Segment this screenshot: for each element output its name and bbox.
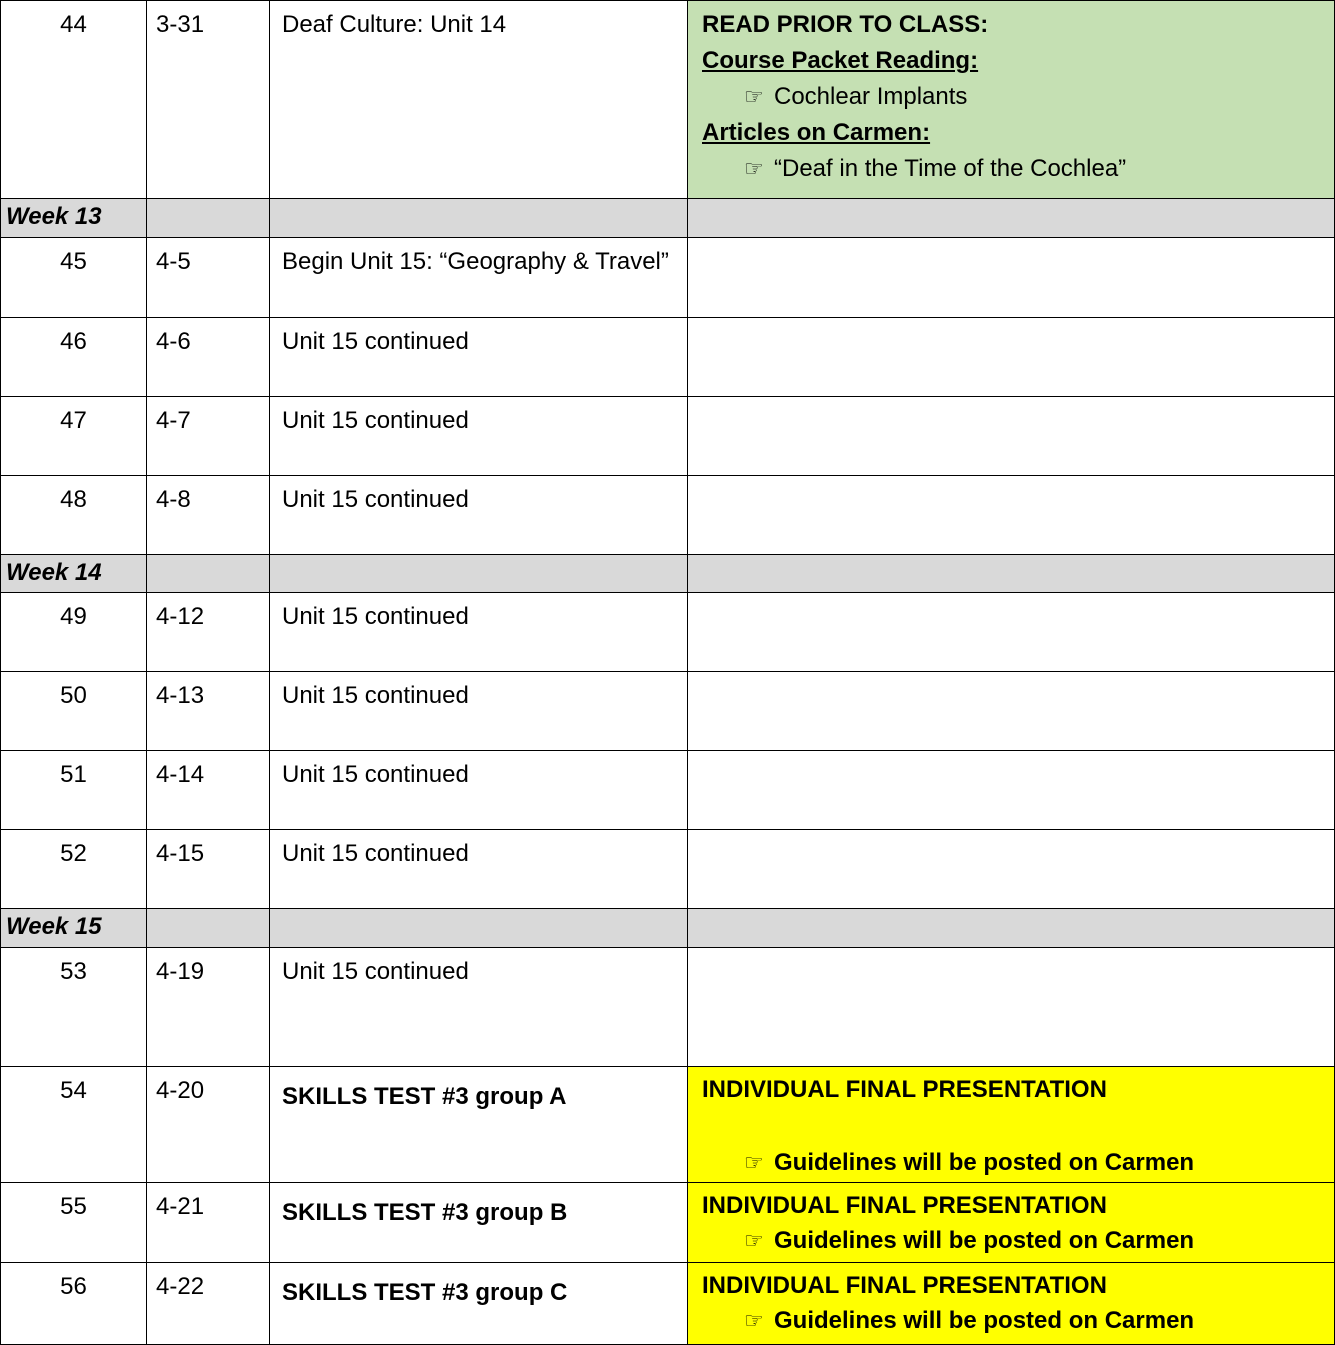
week-row	[1, 199, 1335, 238]
guideline-item	[702, 1145, 1334, 1181]
packet-reading-title: Cochlear Implants	[774, 83, 968, 110]
class-topic: Begin Unit 15: “Geography & Travel”	[270, 238, 688, 318]
class-number: 44	[1, 1, 147, 199]
week-cell	[270, 909, 688, 948]
table-row	[1, 1183, 1335, 1263]
notes-cell	[688, 830, 1335, 909]
class-date: 4-8	[147, 476, 270, 555]
table-row	[1, 672, 1335, 751]
week-cell	[147, 199, 270, 238]
class-topic: Unit 15 continued	[270, 318, 688, 397]
table-row	[1, 1, 1335, 199]
article-item	[702, 151, 1334, 187]
notes-cell	[688, 593, 1335, 672]
pointing-hand-icon: ☞	[744, 1150, 764, 1175]
notes-cell	[688, 476, 1335, 555]
table-row	[1, 593, 1335, 672]
class-date: 3-31	[147, 1, 270, 199]
class-topic: Unit 15 continued	[270, 672, 688, 751]
class-date: 4-19	[147, 948, 270, 1067]
table-row	[1, 948, 1335, 1067]
table-row	[1, 751, 1335, 830]
class-date: 4-13	[147, 672, 270, 751]
class-number: 51	[1, 751, 147, 830]
reading-assignment	[688, 1, 1335, 199]
week-label: Week 14	[1, 555, 147, 593]
week-cell	[270, 555, 688, 593]
class-topic: Unit 15 continued	[270, 397, 688, 476]
week-row	[1, 555, 1335, 593]
class-date: 4-15	[147, 830, 270, 909]
week-cell	[147, 555, 270, 593]
class-topic: Deaf Culture: Unit 14	[270, 1, 688, 199]
week-cell	[688, 555, 1335, 593]
article-title: “Deaf in the Time of the Cochlea”	[774, 155, 1127, 182]
pointing-hand-icon: ☞	[744, 1228, 764, 1253]
notes-cell	[688, 318, 1335, 397]
week-label: Week 13	[1, 199, 147, 238]
guideline-item	[702, 1223, 1334, 1259]
guideline-text: Guidelines will be posted on Carmen	[774, 1227, 1195, 1254]
class-number: 53	[1, 948, 147, 1067]
presentation-cell	[688, 1067, 1335, 1183]
class-topic: Unit 15 continued	[270, 593, 688, 672]
class-date: 4-12	[147, 593, 270, 672]
course-packet-label: Course Packet Reading:	[702, 47, 979, 74]
presentation-cell	[688, 1183, 1335, 1263]
class-date: 4-20	[147, 1067, 270, 1183]
guideline-item	[702, 1303, 1334, 1339]
class-number: 52	[1, 830, 147, 909]
table-row	[1, 238, 1335, 318]
table-row	[1, 1067, 1335, 1183]
articles-label: Articles on Carmen:	[702, 119, 931, 146]
week-cell	[688, 199, 1335, 238]
class-date: 4-21	[147, 1183, 270, 1263]
week-cell	[147, 909, 270, 948]
presentation-title: INDIVIDUAL FINAL PRESENTATION	[702, 1192, 1107, 1219]
class-number: 56	[1, 1263, 147, 1345]
week-label: Week 15	[1, 909, 147, 948]
class-topic: Unit 15 continued	[270, 476, 688, 555]
table-row	[1, 397, 1335, 476]
class-topic: SKILLS TEST #3 group A	[270, 1067, 688, 1183]
class-topic: Unit 15 continued	[270, 751, 688, 830]
class-date: 4-5	[147, 238, 270, 318]
guideline-text: Guidelines will be posted on Carmen	[774, 1149, 1195, 1176]
class-number: 50	[1, 672, 147, 751]
class-number: 55	[1, 1183, 147, 1263]
presentation-cell	[688, 1263, 1335, 1345]
notes-cell	[688, 238, 1335, 318]
class-topic: Unit 15 continued	[270, 948, 688, 1067]
table-row	[1, 476, 1335, 555]
class-topic: SKILLS TEST #3 group B	[270, 1183, 688, 1263]
notes-cell	[688, 672, 1335, 751]
pointing-hand-icon: ☞	[744, 156, 764, 181]
class-topic: Unit 15 continued	[270, 830, 688, 909]
table-row	[1, 1263, 1335, 1345]
class-date: 4-14	[147, 751, 270, 830]
class-number: 49	[1, 593, 147, 672]
guideline-text: Guidelines will be posted on Carmen	[774, 1307, 1195, 1334]
class-number: 48	[1, 476, 147, 555]
class-number: 46	[1, 318, 147, 397]
spacer	[702, 1107, 1334, 1145]
presentation-title: INDIVIDUAL FINAL PRESENTATION	[702, 1076, 1107, 1103]
reading-heading: READ PRIOR TO CLASS:	[702, 11, 989, 38]
class-number: 54	[1, 1067, 147, 1183]
table-row	[1, 830, 1335, 909]
class-date: 4-6	[147, 318, 270, 397]
class-number: 45	[1, 238, 147, 318]
class-date: 4-22	[147, 1263, 270, 1345]
week-cell	[270, 199, 688, 238]
notes-cell	[688, 751, 1335, 830]
notes-cell	[688, 948, 1335, 1067]
week-cell	[688, 909, 1335, 948]
class-date: 4-7	[147, 397, 270, 476]
table-row	[1, 318, 1335, 397]
pointing-hand-icon: ☞	[744, 1308, 764, 1333]
pointing-hand-icon: ☞	[744, 84, 764, 109]
notes-cell	[688, 397, 1335, 476]
class-number: 47	[1, 397, 147, 476]
presentation-title: INDIVIDUAL FINAL PRESENTATION	[702, 1272, 1107, 1299]
packet-reading-item	[702, 79, 1334, 115]
class-topic: SKILLS TEST #3 group C	[270, 1263, 688, 1345]
week-row	[1, 909, 1335, 948]
